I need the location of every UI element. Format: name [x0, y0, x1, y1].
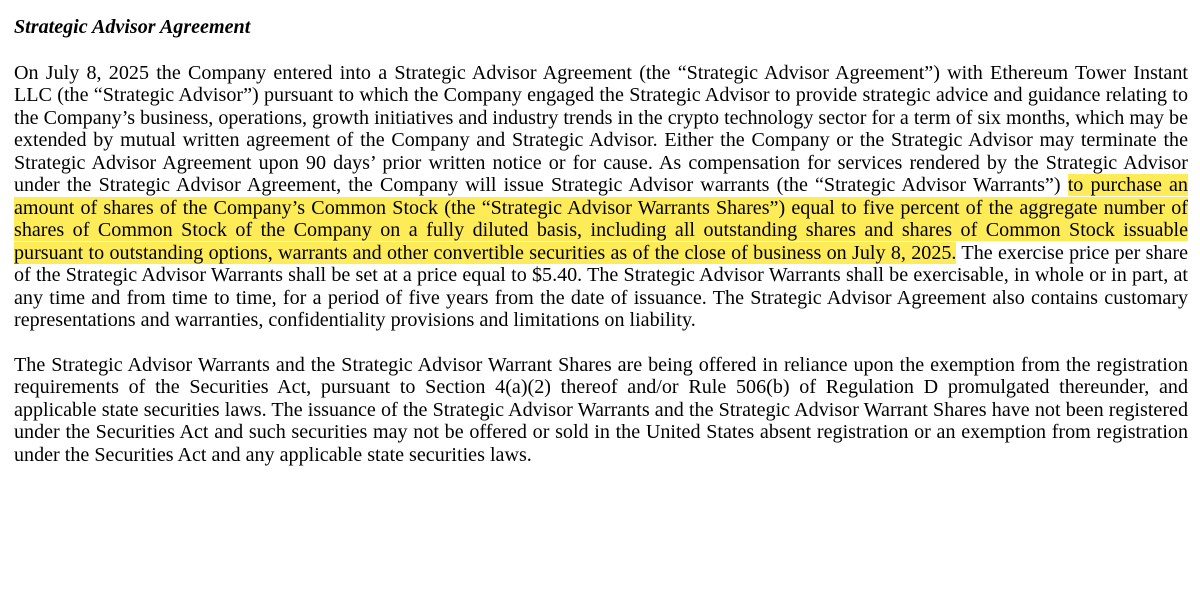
paragraph-agreement-terms: [14, 62, 1188, 332]
highlighted-text: to purchase an amount of shares of the Company’s Common Stock (the “Strategic Advisor Warrants Shares”) equal to five percent of the aggregate number of shares of Common Stock of the Company on a fully diluted basis, including all outstanding shares and shares of Common Stock issuable pursuant to outstanding options, warrants and other convertible securities as of the close of business on July 8, 2025.: [14, 174, 1188, 264]
section-title: Strategic Advisor Agreement: [14, 16, 251, 38]
paragraph-text-before-highlight: On July 8, 2025 the Company entered into a Strategic Advisor Agreement (the “Strategic Advisor Agreement”) with Ethereum Tower Instant LLC (the “Strategic Advisor”) pursuant to which the Company engaged the Strategic Advisor to provide strategic advice and guidance relating to the Company’s business, operations, growth initiatives and industry trends in the crypto technology sector for a term of six months, which may be extended by mutual written agreement of the Company and Strategic Advisor. Either the Company or the Strategic Advisor may terminate the Strategic Advisor Agreement upon 90 days’ prior written notice or for cause. As compensation for services rendered by the Strategic Advisor under the Strategic Advisor Agreement, the Company will issue Strategic Advisor warrants (the “Strategic Advisor Warrants”): [14, 61, 1188, 196]
paragraph-securities-exemption: The Strategic Advisor Warrants and the Strategic Advisor Warrant Shares are being offered in reliance upon the exemption from the registration requirements of the Securities Act, pursuant to Section 4(a)(2) thereof and/or Rule 506(b) of Regulation D promulgated thereunder, and applicable state securities laws. The issuance of the Strategic Advisor Warrants and the Strategic Advisor Warrant Shares have not been registered under the Securities Act and such securities may not be offered or sold in the United States absent registration or an exemption from registration under the Securities Act and any applicable state securities laws.: [14, 353, 1188, 466]
paragraph-text-after-highlight: The exercise price per share of the Strategic Advisor Warrants shall be set at a price equal to $5.40. The Strategic Advisor Warrants shall be exercisable, in whole or in part, at any time and from time to time, for a period of five years from the date of issuance. The Strategic Advisor Agreement also contains customary representations and warranties, confidentiality provisions and limitations on liability.: [14, 241, 1188, 331]
